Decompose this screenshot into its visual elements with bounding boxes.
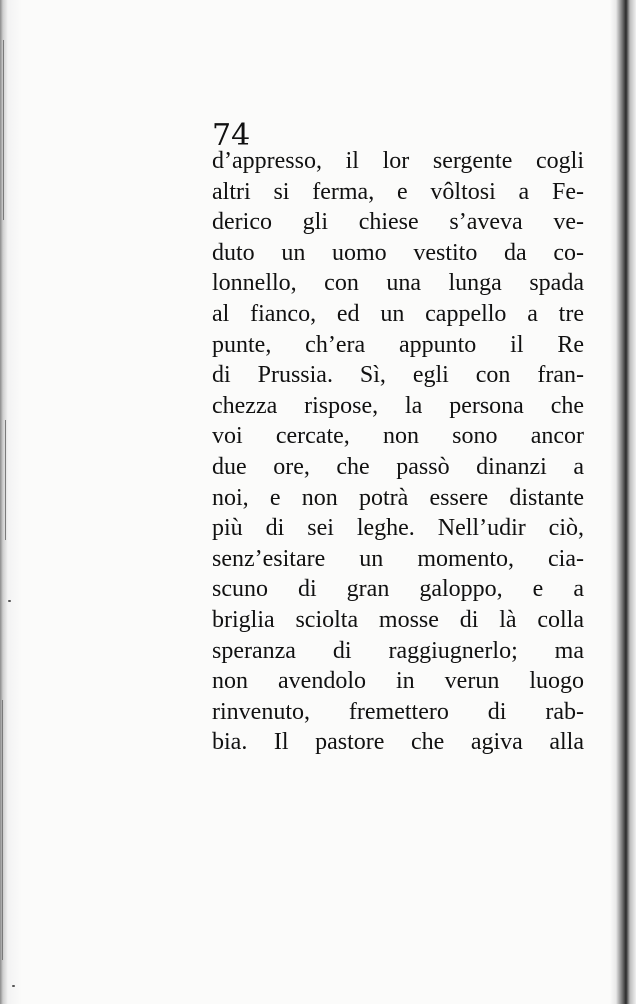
text-line: di Prussia. Sì, egli con fran- bbox=[212, 362, 584, 389]
text-line: al fianco, ed un cappello a tre bbox=[212, 300, 584, 327]
text-line: speranza di raggiugnerlo; ma bbox=[212, 637, 584, 664]
text-line: più di sei leghe. Nell’udir ciò, bbox=[212, 515, 584, 542]
text-line: punte, ch’era appunto il Re bbox=[212, 331, 584, 358]
text-line: d’appresso, il lor sergente cogli bbox=[212, 148, 584, 174]
text-line: derico gli chiese s’aveva ve- bbox=[212, 209, 584, 236]
text-line: lonnello, con una lunga spada bbox=[212, 270, 584, 297]
text-line: due ore, che passò dinanzi a bbox=[212, 453, 584, 480]
text-line: chezza rispose, la persona che bbox=[212, 392, 584, 419]
page-number: 74 bbox=[212, 118, 251, 153]
scan-speck bbox=[12, 985, 15, 987]
body-text bbox=[212, 146, 584, 758]
text-line: scuno di gran galoppo, e a bbox=[212, 576, 584, 603]
text-line: bia. Il pastore che agiva alla bbox=[212, 729, 584, 756]
page-left-edge bbox=[0, 0, 30, 1004]
text-line: altri si ferma, e vôltosi a Fe- bbox=[212, 178, 584, 205]
text-line: voi cercate, non sono ancor bbox=[212, 423, 584, 450]
text-line: duto un uomo vestito da co- bbox=[212, 239, 584, 266]
text-line: non avendolo in verun luogo bbox=[212, 668, 584, 695]
text-line: noi, e non potrà essere distante bbox=[212, 484, 584, 511]
page-right-edge bbox=[610, 0, 636, 1004]
text-line: senz’esitare un momento, cia- bbox=[212, 545, 584, 572]
text-line: rinvenuto, fremettero di rab- bbox=[212, 698, 584, 725]
text-line: briglia sciolta mosse di là colla bbox=[212, 606, 584, 633]
scan-speck bbox=[8, 600, 11, 602]
